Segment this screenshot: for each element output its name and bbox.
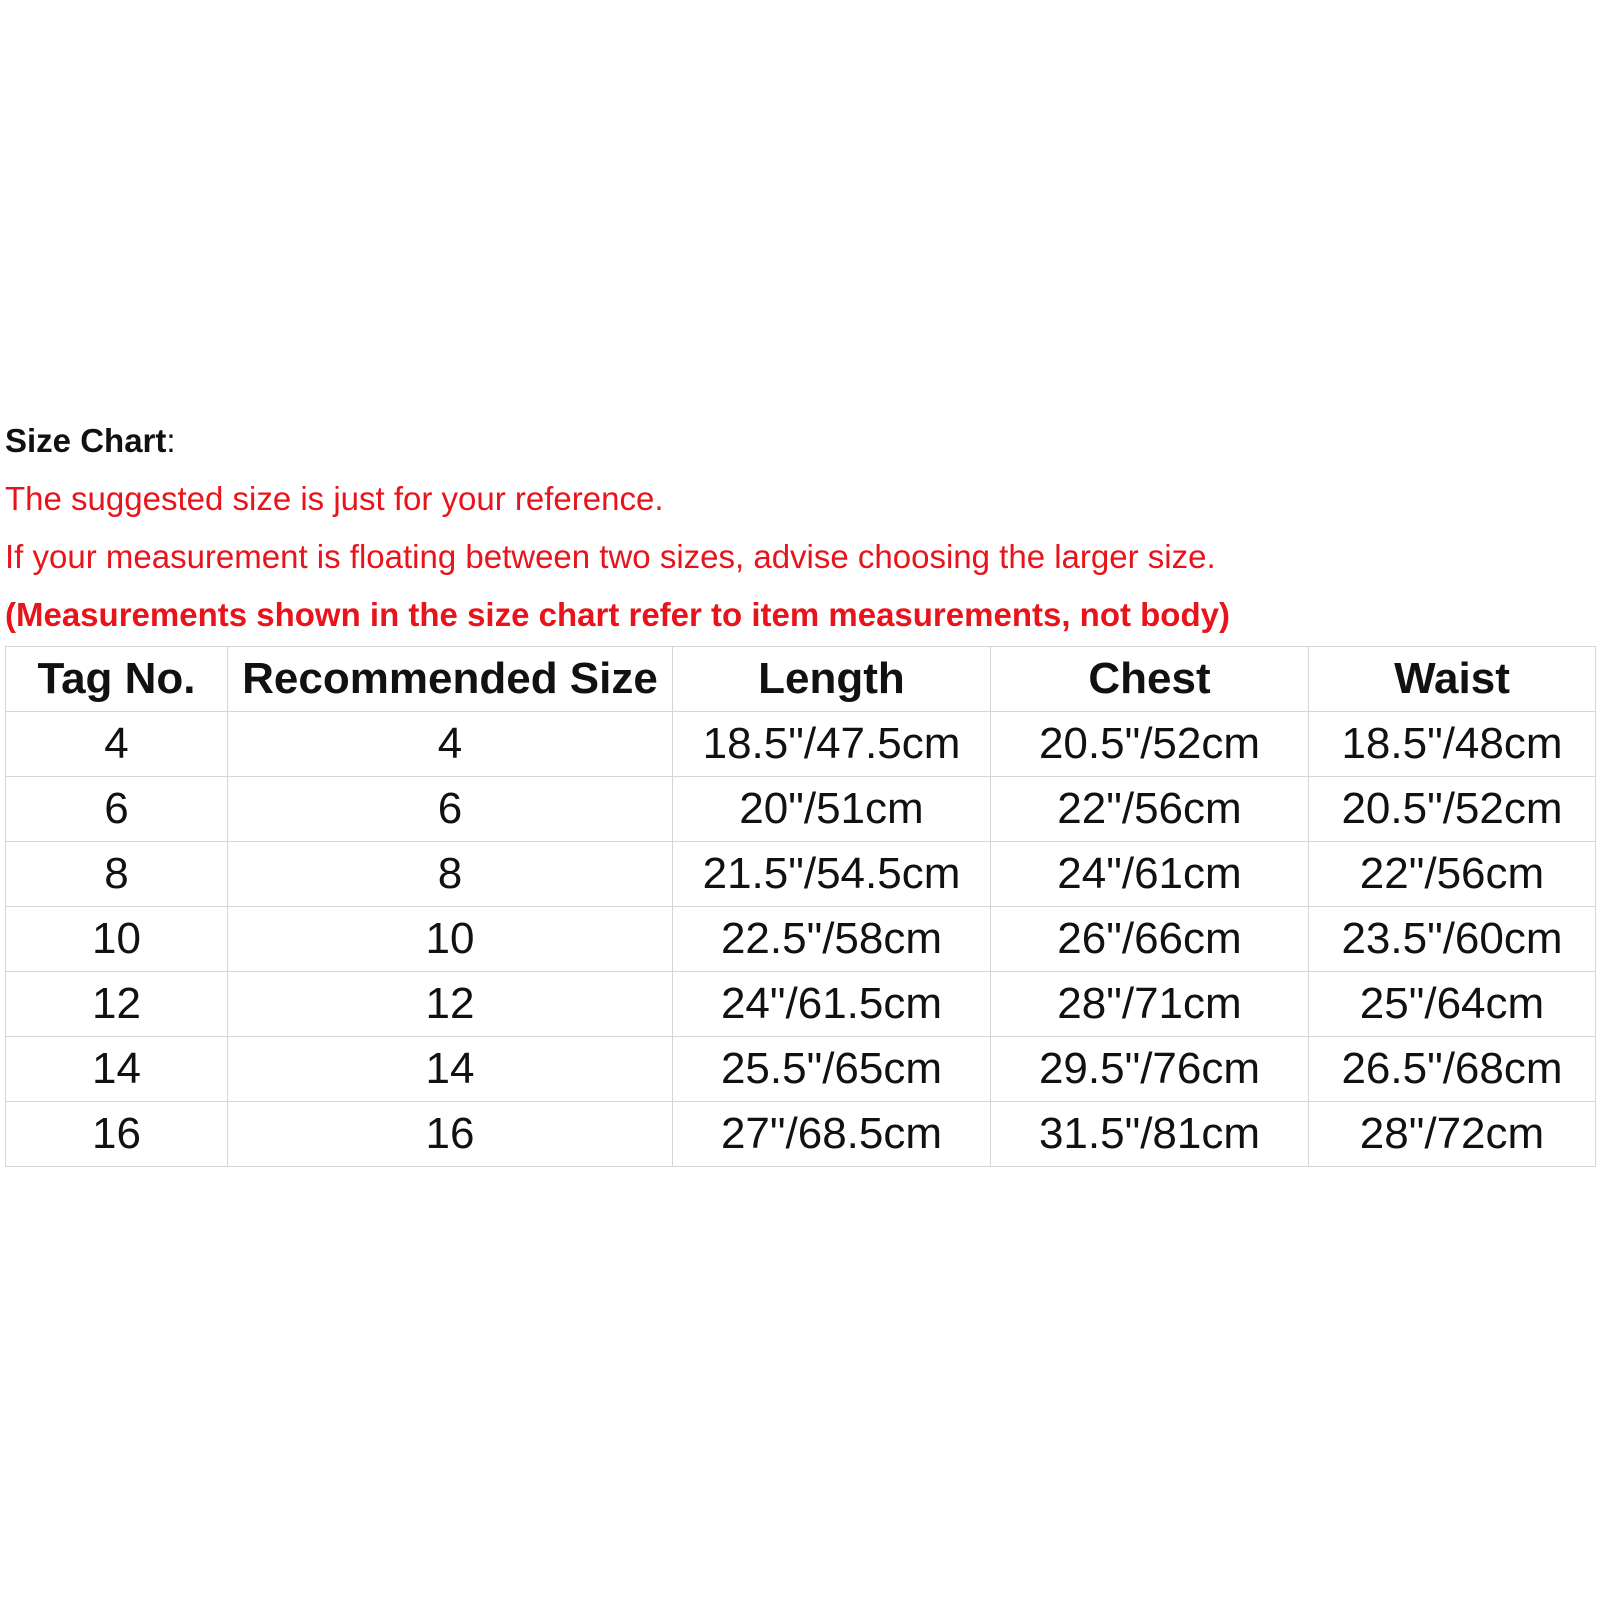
cell-chest: 29.5"/76cm	[991, 1037, 1309, 1102]
column-header-chest: Chest	[991, 647, 1309, 712]
table-row	[6, 777, 1596, 842]
sizing-advice-note: If your measurement is floating between two sizes, advise choosing the larger size.	[5, 538, 1216, 575]
cell-waist: 18.5"/48cm	[1309, 712, 1596, 777]
cell-length: 20"/51cm	[673, 777, 991, 842]
cell-tag-no: 8	[6, 842, 228, 907]
cell-chest: 31.5"/81cm	[991, 1102, 1309, 1167]
size-chart-title-colon: :	[166, 422, 176, 459]
cell-recommended-size: 12	[228, 972, 673, 1037]
cell-chest: 20.5"/52cm	[991, 712, 1309, 777]
size-chart-title: Size Chart	[5, 422, 167, 459]
column-header-recommended-size: Recommended Size	[228, 647, 673, 712]
cell-chest: 22"/56cm	[991, 777, 1309, 842]
cell-tag-no: 6	[6, 777, 228, 842]
cell-recommended-size: 4	[228, 712, 673, 777]
cell-tag-no: 14	[6, 1037, 228, 1102]
cell-waist: 28"/72cm	[1309, 1102, 1596, 1167]
table-row	[6, 972, 1596, 1037]
table-row	[6, 1037, 1596, 1102]
cell-recommended-size: 14	[228, 1037, 673, 1102]
cell-recommended-size: 8	[228, 842, 673, 907]
cell-chest: 26"/66cm	[991, 907, 1309, 972]
cell-recommended-size: 10	[228, 907, 673, 972]
size-chart-title-line	[5, 412, 1595, 470]
cell-tag-no: 12	[6, 972, 228, 1037]
cell-waist: 23.5"/60cm	[1309, 907, 1596, 972]
cell-chest: 28"/71cm	[991, 972, 1309, 1037]
column-header-length: Length	[673, 647, 991, 712]
column-header-tag-no: Tag No.	[6, 647, 228, 712]
cell-length: 22.5"/58cm	[673, 907, 991, 972]
cell-tag-no: 16	[6, 1102, 228, 1167]
table-header-row	[6, 647, 1596, 712]
cell-recommended-size: 16	[228, 1102, 673, 1167]
cell-recommended-size: 6	[228, 777, 673, 842]
size-table	[5, 646, 1596, 1167]
cell-length: 24"/61.5cm	[673, 972, 991, 1037]
reference-note: The suggested size is just for your reference.	[5, 480, 664, 517]
table-row	[6, 907, 1596, 972]
cell-tag-no: 4	[6, 712, 228, 777]
cell-length: 21.5"/54.5cm	[673, 842, 991, 907]
cell-length: 25.5"/65cm	[673, 1037, 991, 1102]
cell-waist: 20.5"/52cm	[1309, 777, 1596, 842]
cell-chest: 24"/61cm	[991, 842, 1309, 907]
size-chart-notes	[5, 412, 1595, 644]
measurement-disclaimer: (Measurements shown in the size chart refer to item measurements, not body)	[5, 596, 1230, 633]
cell-length: 18.5"/47.5cm	[673, 712, 991, 777]
table-row	[6, 842, 1596, 907]
cell-tag-no: 10	[6, 907, 228, 972]
table-row	[6, 712, 1596, 777]
cell-length: 27"/68.5cm	[673, 1102, 991, 1167]
table-row	[6, 1102, 1596, 1167]
cell-waist: 25"/64cm	[1309, 972, 1596, 1037]
column-header-waist: Waist	[1309, 647, 1596, 712]
cell-waist: 22"/56cm	[1309, 842, 1596, 907]
cell-waist: 26.5"/68cm	[1309, 1037, 1596, 1102]
